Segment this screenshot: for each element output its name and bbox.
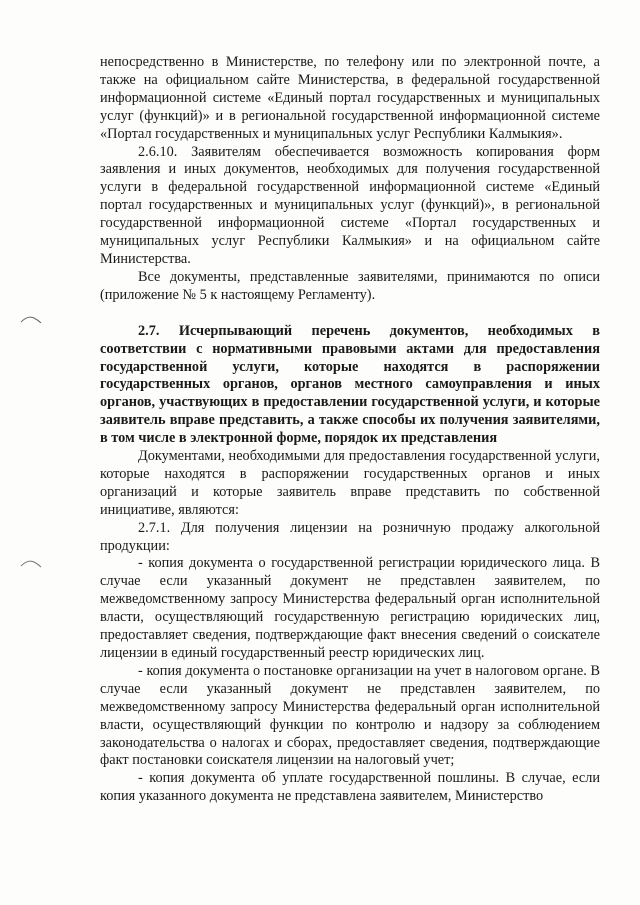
paragraph-2-6-10: 2.6.10. Заявителям обеспечивается возможность копирования форм заявления и иных документов, необходимых для получения государственной услуги в федеральной государственной информационной системе «Единый портал государственных и муниципальных услуг (функций)», в региональной государственной информационной системе «Портал государственных и муниципальных услуг Республики Калмыкия» и на официальном сайте Министерства. xyxy=(100,143,600,267)
section-heading-2-7: 2.7. Исчерпывающий перечень документов, необходимых в соответствии с нормативными правовыми актами для предоставления государственной услуги, которые находятся в распоряжении государственных органов, органов местного самоуправления и иных органов, участвующих в предоставлении государственной услуги, и которые заявитель вправе представить, а также способы их получения заявителями, в том числе в электронной форме, порядок их представления xyxy=(100,322,600,447)
paragraph-contact-info: непосредственно в Министерстве, по телефону или по электронной почте, а также на официальном сайте Министерства, в федеральной государственной информационной системе «Единый портал государственных и муниципальных услуг (функций)» и в региональной государственной информационной системе «Портал государственных и муниципальных услуг Республики Калмыкия». xyxy=(100,54,600,142)
paragraph-documents-intro: Документами, необходимыми для предоставления государственной услуги, которые находятся в распоряжении государственных органов и иных организаций и которые заявитель вправе представить по собственной инициативе, являются: xyxy=(100,448,600,518)
list-item-registration-copy: - копия документа о государственной регистрации юридического лица. В случае если указанный документ не представлен заявителем, по межведомственному запросу Министерства федеральный орган исполнительной власти, осуществляющий государственную регистрацию юридических лиц, предоставляет сведения, подтверждающие факт внесения сведений о соискателе лицензии в единый государственный реестр юридических лиц. xyxy=(100,555,600,661)
paragraph-2-7-1: 2.7.1. Для получения лицензии на розничную продажу алкогольной продукции: xyxy=(100,519,600,554)
paragraph-inventory: Все документы, представленные заявителями, принимаются по описи (приложение № 5 к настоящему Регламенту). xyxy=(100,268,600,303)
list-item-state-fee-copy: - копия документа об уплате государственной пошлины. В случае, если копия указанного документа не представлена заявителем, Министерство xyxy=(100,770,600,805)
scan-margin-mark xyxy=(20,558,42,568)
section-gap xyxy=(100,305,600,323)
scan-margin-mark xyxy=(20,314,42,324)
document-body xyxy=(100,54,600,806)
list-item-tax-registration-copy: - копия документа о постановке организации на учет в налоговом органе. В случае если указанный документ не представлен заявителем, по межведомственному запросу Министерства федеральный орган исполнительной власти, осуществляющий функции по контролю и надзору за соблюдением законодательства о налогах и сборах, предоставляет сведения, подтверждающие факт постановки соискателя лицензии на налоговый учет; xyxy=(100,662,600,769)
